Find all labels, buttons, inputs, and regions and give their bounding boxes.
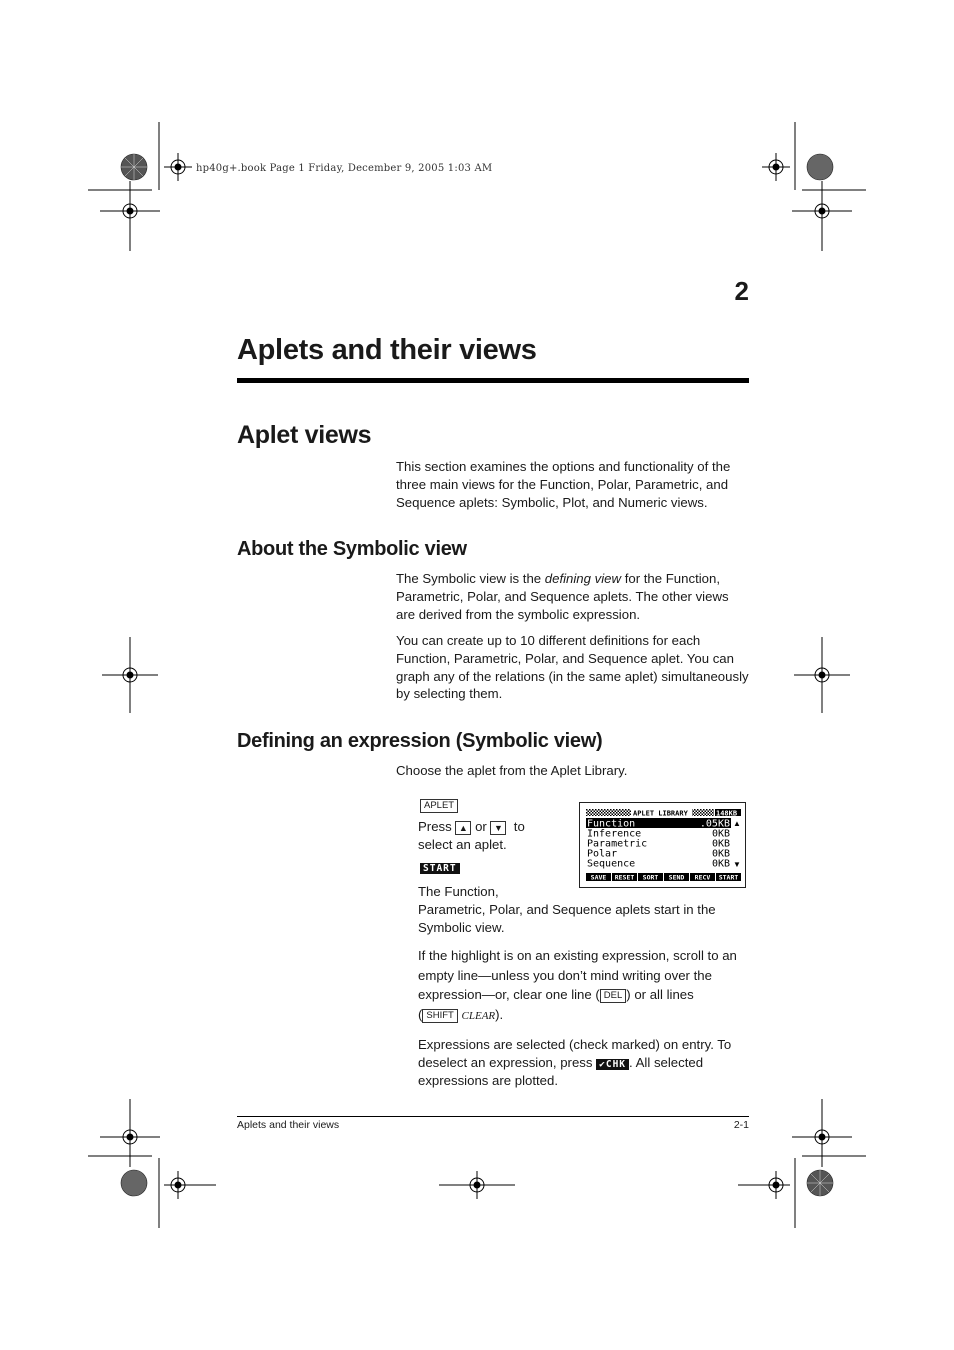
screen-row-size: 0KB: [711, 858, 730, 870]
start-softkey-label: START: [420, 863, 460, 874]
chapter-rule: [237, 378, 749, 383]
screen-row-size: .05KB: [699, 818, 730, 830]
screen-row-name: Sequence: [587, 858, 636, 870]
highlight-paragraph: [418, 946, 751, 1026]
up-arrow-key-icon: ▲: [455, 821, 471, 835]
about-p1-emphasis: defining view: [544, 571, 622, 586]
start-note-line-1: The Function,: [418, 884, 499, 899]
footer-rule: [237, 1116, 749, 1117]
about-paragraph-1: [396, 570, 751, 623]
about-p1-pre: The Symbolic view is the: [396, 571, 545, 586]
highlight-text-2: ) or all lines: [626, 987, 694, 1002]
screen-row-name: Inference: [587, 828, 642, 840]
about-title: About the Symbolic view: [237, 538, 467, 560]
screen-softkey: SORT: [642, 873, 659, 882]
screen-display: [580, 803, 745, 887]
section-title: Aplet views: [237, 421, 372, 449]
scroll-down-icon: ▼: [733, 860, 741, 869]
screen-row-name: Function: [587, 818, 636, 830]
scroll-up-icon: ▲: [733, 819, 741, 828]
aplet-key: [420, 796, 458, 814]
select-label: select an aplet.: [418, 836, 507, 852]
press-instruction: [418, 818, 568, 854]
screen-softkey: RECV: [694, 873, 711, 882]
aplet-library-screen: [579, 802, 746, 888]
highlight-text-1: If the highlight is on an existing expression, scroll to an empty line—unless you don’t mind writing over the expression—or, clear one line (: [418, 948, 737, 1002]
print-slug: hp40g+.book Page 1 Friday, December 9, 2005 1:03 AM: [196, 163, 493, 174]
screen-row-size: 0KB: [711, 828, 730, 840]
screen-softkey: START: [718, 873, 739, 882]
screen-softkey: SEND: [668, 873, 685, 882]
shift-key: SHIFT: [422, 1009, 457, 1023]
chapter-title: Aplets and their views: [237, 334, 537, 366]
section-intro: This section examines the options and functionality of the three main views for the Function, Polar, Parametric, and Sequence aplets: Symbolic, Plot, and Numeric views.: [396, 459, 731, 510]
aplet-key-label: APLET: [420, 799, 458, 813]
or-label: or: [475, 819, 487, 834]
start-note-line-2: Parametric, Polar, and Sequence aplets start in the Symbolic view.: [418, 901, 716, 935]
screen-softkey: SAVE: [590, 873, 607, 882]
defining-title: Defining an expression (Symbolic view): [237, 730, 603, 752]
del-key: DEL: [600, 989, 626, 1003]
defining-choose: Choose the aplet from the Aplet Library.: [396, 763, 628, 778]
start-softkey: [420, 858, 460, 876]
screen-header: APLET LIBRARY: [633, 809, 688, 818]
screen-row-size: 0KB: [711, 838, 730, 850]
screen-row-size: 0KB: [711, 848, 730, 860]
chapter-number: 2: [734, 276, 749, 306]
clear-label: CLEAR: [461, 1009, 496, 1022]
footer-page-number: 2-1: [733, 1119, 749, 1131]
down-arrow-key-icon: ▼: [490, 821, 506, 835]
press-label: Press: [418, 819, 452, 834]
about-p1-post: for the Function, Parametric, Polar, and Sequence aplets. The other views are derived from the symbolic expression.: [396, 571, 729, 622]
screen-memory: 148KB: [716, 809, 738, 818]
footer-chapter: Aplets and their views: [237, 1119, 340, 1131]
selected-text-1: Expressions are selected (check marked) on entry. To deselect an expression, press: [418, 1037, 732, 1070]
paren-open: (: [418, 1006, 423, 1022]
to-label: to: [513, 819, 525, 834]
selected-paragraph: [418, 1036, 751, 1089]
selected-text-2: . All selected expressions are plotted.: [418, 1054, 704, 1088]
about-paragraph-2: You can create up to 10 different definitions for each Function, Parametric, Polar, and Sequence aplet. You can graph any of the relations (in the same aplet) simultaneously by selecting them.: [396, 633, 749, 702]
screen-row-name: Parametric: [587, 838, 648, 850]
screen-softkey: RESET: [614, 873, 635, 882]
check-softkey: ✔CHK: [596, 1059, 629, 1070]
start-note: [418, 883, 751, 936]
screen-row-name: Polar: [587, 848, 618, 860]
paren-close: ).: [495, 1006, 504, 1022]
